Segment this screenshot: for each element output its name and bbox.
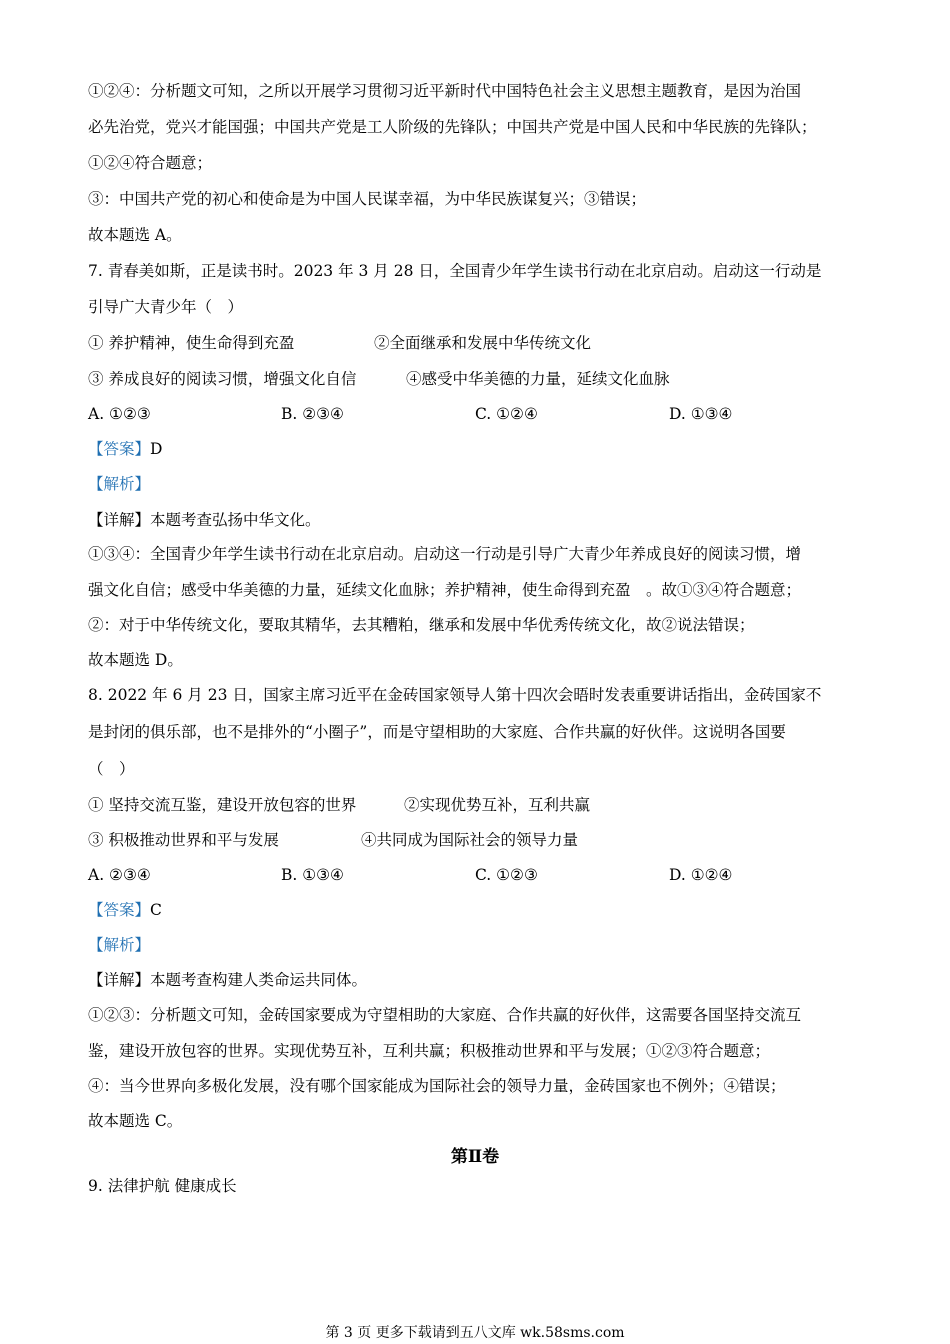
detail-line: ④：当今世界向多极化发展，没有哪个国家能成为国际社会的领导力量，金砖国家也不例外；④错误； bbox=[88, 1077, 786, 1095]
answer-tag: 【答案】 bbox=[88, 901, 151, 919]
question-stem: 8. 2022 年 6 月 23 日，国家主席习近平在金砖国家领导人第十四次会晤时发表重要讲话指出，金砖国家不 bbox=[88, 686, 822, 704]
choice-b: B. ②③④ bbox=[281, 405, 344, 423]
analysis-tag: 【解析】 bbox=[88, 936, 151, 954]
conclusion-line: 故本题选 C。 bbox=[88, 1112, 183, 1130]
detail-line: 强文化自信；感受中华美德的力量，延续文化血脉；养护精神，使生命得到充盈 。故①③④符合题意； bbox=[88, 581, 802, 599]
analysis-tag: 【解析】 bbox=[88, 475, 151, 493]
detail-line: ②：对于中华传统文化，要取其精华，去其糟粕，继承和发展中华优秀传统文化，故②说法错误； bbox=[88, 616, 755, 634]
analysis-line: ①②④：分析题文可知，之所以开展学习贯彻习近平新时代中国特色社会主义思想主题教育，是因为治国 bbox=[88, 82, 802, 100]
answer-line bbox=[88, 900, 162, 920]
statement-item: ① 养护精神，使生命得到充盈 bbox=[88, 334, 295, 352]
statement-item: ① 坚持交流互鉴，建设开放包容的世界 bbox=[88, 796, 357, 814]
choice-d: D. ①②④ bbox=[669, 866, 733, 884]
choice-c: C. ①②④ bbox=[475, 405, 538, 423]
detail-line: ①②③：分析题文可知，金砖国家要成为守望相助的大家庭、合作共赢的好伙伴，这需要各国坚持交流互 bbox=[88, 1006, 802, 1024]
answer-line bbox=[88, 439, 162, 459]
statement-item: ③ 养成良好的阅读习惯，增强文化自信 bbox=[88, 370, 357, 388]
analysis-line: ③：中国共产党的初心和使命是为中国人民谋幸福，为中华民族谋复兴；③错误； bbox=[88, 190, 647, 208]
choice-d: D. ①③④ bbox=[669, 405, 733, 423]
choice-c: C. ①②③ bbox=[475, 866, 538, 884]
detail-line: 鉴，建设开放包容的世界。实现优势互补，互利共赢；积极推动世界和平与发展；①②③符合题意； bbox=[88, 1042, 771, 1060]
choice-a: A. ②③④ bbox=[88, 866, 151, 884]
conclusion-line: 故本题选 A。 bbox=[88, 226, 182, 244]
analysis-line: ①②④符合题意； bbox=[88, 154, 213, 172]
conclusion-line: 故本题选 D。 bbox=[88, 651, 183, 669]
statement-item: ④感受中华美德的力量，延续文化血脉 bbox=[406, 370, 670, 388]
question-stem: 是封闭的俱乐部，也不是排外的“小圈子”，而是守望相助的大家庭、合作共赢的好伙伴。这说明各国要 bbox=[88, 723, 786, 741]
answer-tag: 【答案】 bbox=[88, 440, 151, 458]
detail-line: ①③④：全国青少年学生读书行动在北京启动。启动这一行动是引导广大青少年养成良好的阅读习惯，增 bbox=[88, 545, 802, 563]
statement-item: ②实现优势互补，互利共赢 bbox=[404, 796, 591, 814]
question-stem: 引导广大青少年（ ） bbox=[88, 298, 244, 316]
section-title: 第Ⅱ卷 bbox=[450, 1147, 500, 1167]
statement-item: ③ 积极推动世界和平与发展 bbox=[88, 831, 279, 849]
page-footer: 第 3 页 更多下载请到五八文库 wk.58sms.com bbox=[325, 1325, 625, 1341]
question-stem: 9. 法律护航 健康成长 bbox=[88, 1177, 237, 1195]
question-stem: （ ） bbox=[88, 760, 135, 778]
detail-line: 【详解】本题考查构建人类命运共同体。 bbox=[88, 971, 368, 989]
statement-item: ②全面继承和发展中华传统文化 bbox=[374, 334, 592, 352]
answer-value: D bbox=[150, 440, 163, 458]
analysis-line: 必先治党，党兴才能国强；中国共产党是工人阶级的先锋队；中国共产党是中国人民和中华民族的先锋队； bbox=[88, 118, 817, 136]
answer-value: C bbox=[150, 901, 162, 919]
statement-item: ④共同成为国际社会的领导力量 bbox=[361, 831, 579, 849]
detail-line: 【详解】本题考查弘扬中华文化。 bbox=[88, 511, 321, 529]
choice-a: A. ①②③ bbox=[88, 405, 151, 423]
choice-b: B. ①③④ bbox=[281, 866, 344, 884]
question-stem: 7. 青春美如斯，正是读书时。2023 年 3 月 28 日，全国青少年学生读书行动在北京启动。启动这一行动是 bbox=[88, 262, 822, 280]
